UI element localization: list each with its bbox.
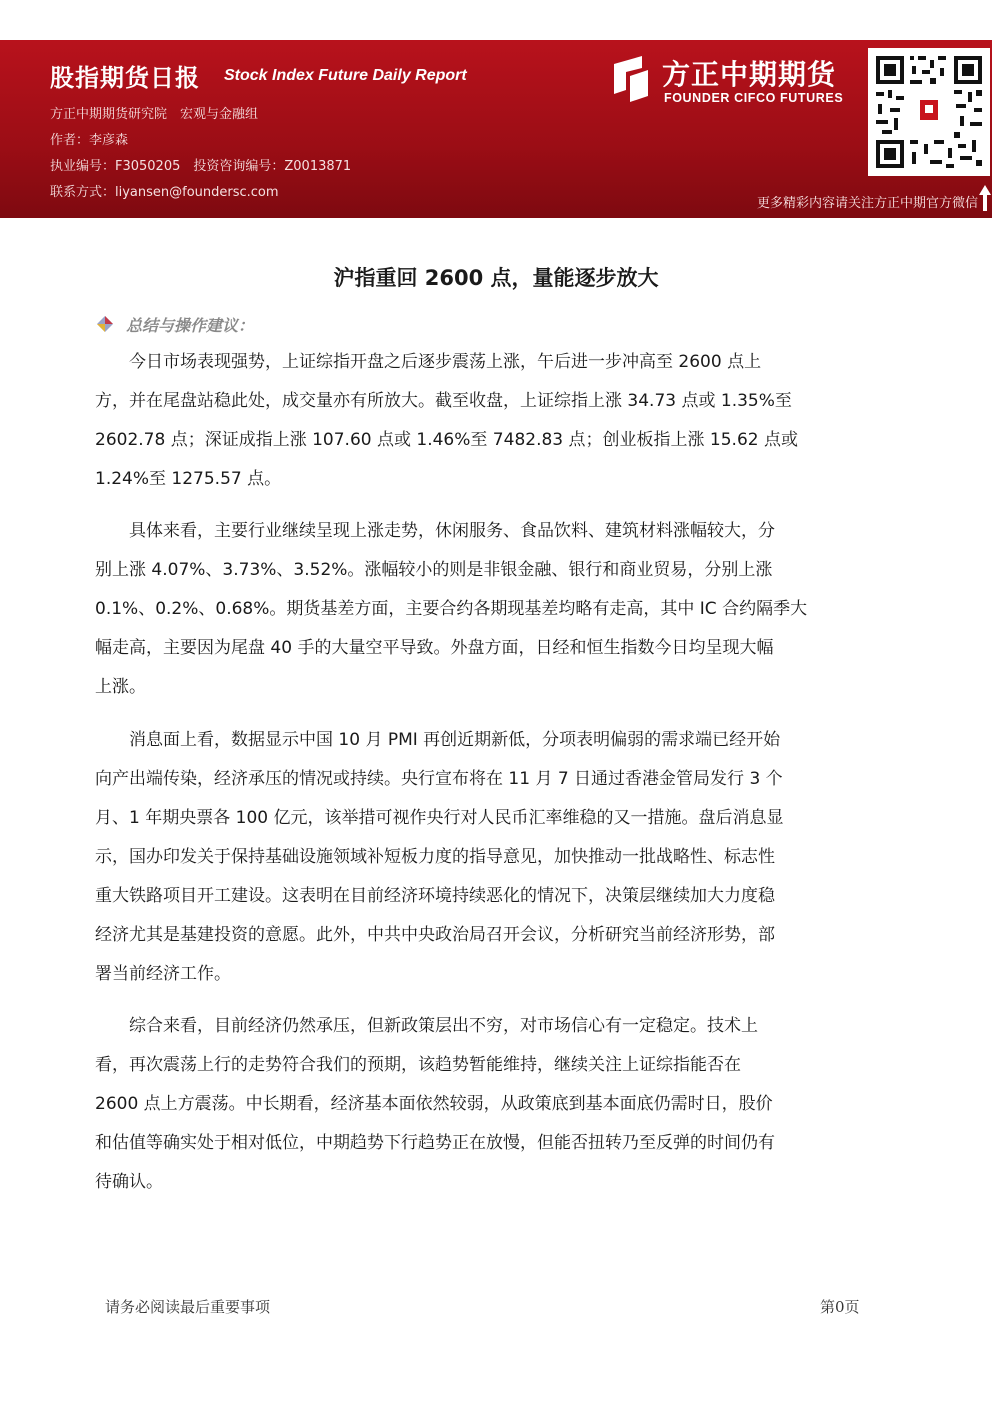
paragraph-line: 今日市场表现强势，上证综指开盘之后逐步震荡上涨，午后进一步冲高至 2600 点上 [95,352,762,372]
section-heading [96,313,254,335]
paragraph-line: 1.24%至 1275.57 点。 [95,469,282,489]
paragraph-line: 经济尤其是基建投资的意愿。此外，中共中央政治局召开会议，分析研究当前经济形势，部 [95,925,775,945]
paragraph-line: 重大铁路项目开工建设。这表明在目前经济环境持续恶化的情况下，决策层继续加大力度稳 [95,886,775,906]
paragraph-line: 消息面上看，数据显示中国 10 月 PMI 再创近期新低，分项表明偏弱的需求端已经开始 [95,730,781,750]
paragraph-line: 别上涨 4.07%、3.73%、3.52%。涨幅较小的则是非银金融、银行和商业贸易，分别上涨 [95,560,773,580]
paragraph-line: 和估值等确实处于相对低位，中期趋势下行趋势正在放慢，但能否扭转乃至反弹的时间仍有 [95,1133,775,1153]
license-line: 执业编号：F3050205 投资咨询编号：Z0013871 [50,159,352,174]
paragraph-line: 方，并在尾盘站稳此处，成交量亦有所放大。截至收盘，上证综指上涨 34.73 点或 1.35%至 [95,391,792,411]
paragraph-line: 上涨。 [95,677,146,697]
report-title-cn: 股指期货日报 [50,64,200,92]
paragraph-line: 看，再次震荡上行的走势符合我们的预期，该趋势暂能维持，继续关注上证综指能否在 [95,1055,741,1075]
section-heading-label: 总结与操作建议： [126,315,255,335]
paragraph-line: 待确认。 [95,1172,163,1192]
paragraph-line: 具体来看，主要行业继续呈现上涨走势，休闲服务、食品饮料、建筑材料涨幅较大，分 [95,521,775,541]
follow-wechat-text: 更多精彩内容请关注方正中期官方微信 [756,196,978,211]
article-title: 沪指重回 2600 点，量能逐步放大 [333,266,659,290]
paragraph-line: 月、1 年期央票各 100 亿元，该举措可视作央行对人民币汇率维稳的又一措施。盘后消息显 [95,808,784,828]
paragraph-line: 综合来看，目前经济仍然承压，但新政策层出不穷，对市场信心有一定稳定。技术上 [95,1016,758,1036]
paragraph-line: 幅走高，主要因为尾盘 40 手的大量空平导致。外盘方面，日经和恒生指数今日均呈现大幅 [95,638,774,658]
contact-line: 联系方式：liyansen@foundersc.com [50,185,279,200]
footer-disclaimer-note: 请务必阅读最后重要事项 [105,1298,271,1316]
page-number: 第0页 [820,1298,860,1316]
paragraph-line: 署当前经济工作。 [95,964,231,984]
author-line: 作者：李彦森 [50,133,129,148]
arrow-up-icon [978,183,992,213]
brand-name-cn: 方正中期期货 [662,58,837,91]
report-title-en: Stock Index Future Daily Report [224,67,467,84]
wechat-qr-code-icon[interactable] [868,48,990,176]
paragraph-line: 2600 点上方震荡。中长期看，经济基本面依然较弱，从政策底到基本面底仍需时日，股价 [95,1094,773,1114]
brand-name-en: FOUNDER CIFCO FUTURES [664,91,844,105]
paragraph-line: 0.1%、0.2%、0.68%。期货基差方面，主要合约各期现基差均略有走高，其中 IC 合约隔季大 [95,599,808,619]
paragraph-line: 2602.78 点；深证成指上涨 107.60 点或 1.46%至 7482.83 点；创业板指上涨 15.62 点或 [95,430,798,450]
institute-line: 方正中期期货研究院 宏观与金融组 [50,107,259,122]
report-header-banner [0,40,992,218]
paragraph-line: 向产出端传染，经济承压的情况或持续。央行宣布将在 11 月 7 日通过香港金管局发行 3 个 [95,769,783,789]
founder-logo-icon [610,56,652,102]
paragraph-line: 示，国办印发关于保持基础设施领域补短板力度的指导意见，加快推动一批战略性、标志性 [95,847,775,867]
bullet-diamond-icon [96,315,114,333]
